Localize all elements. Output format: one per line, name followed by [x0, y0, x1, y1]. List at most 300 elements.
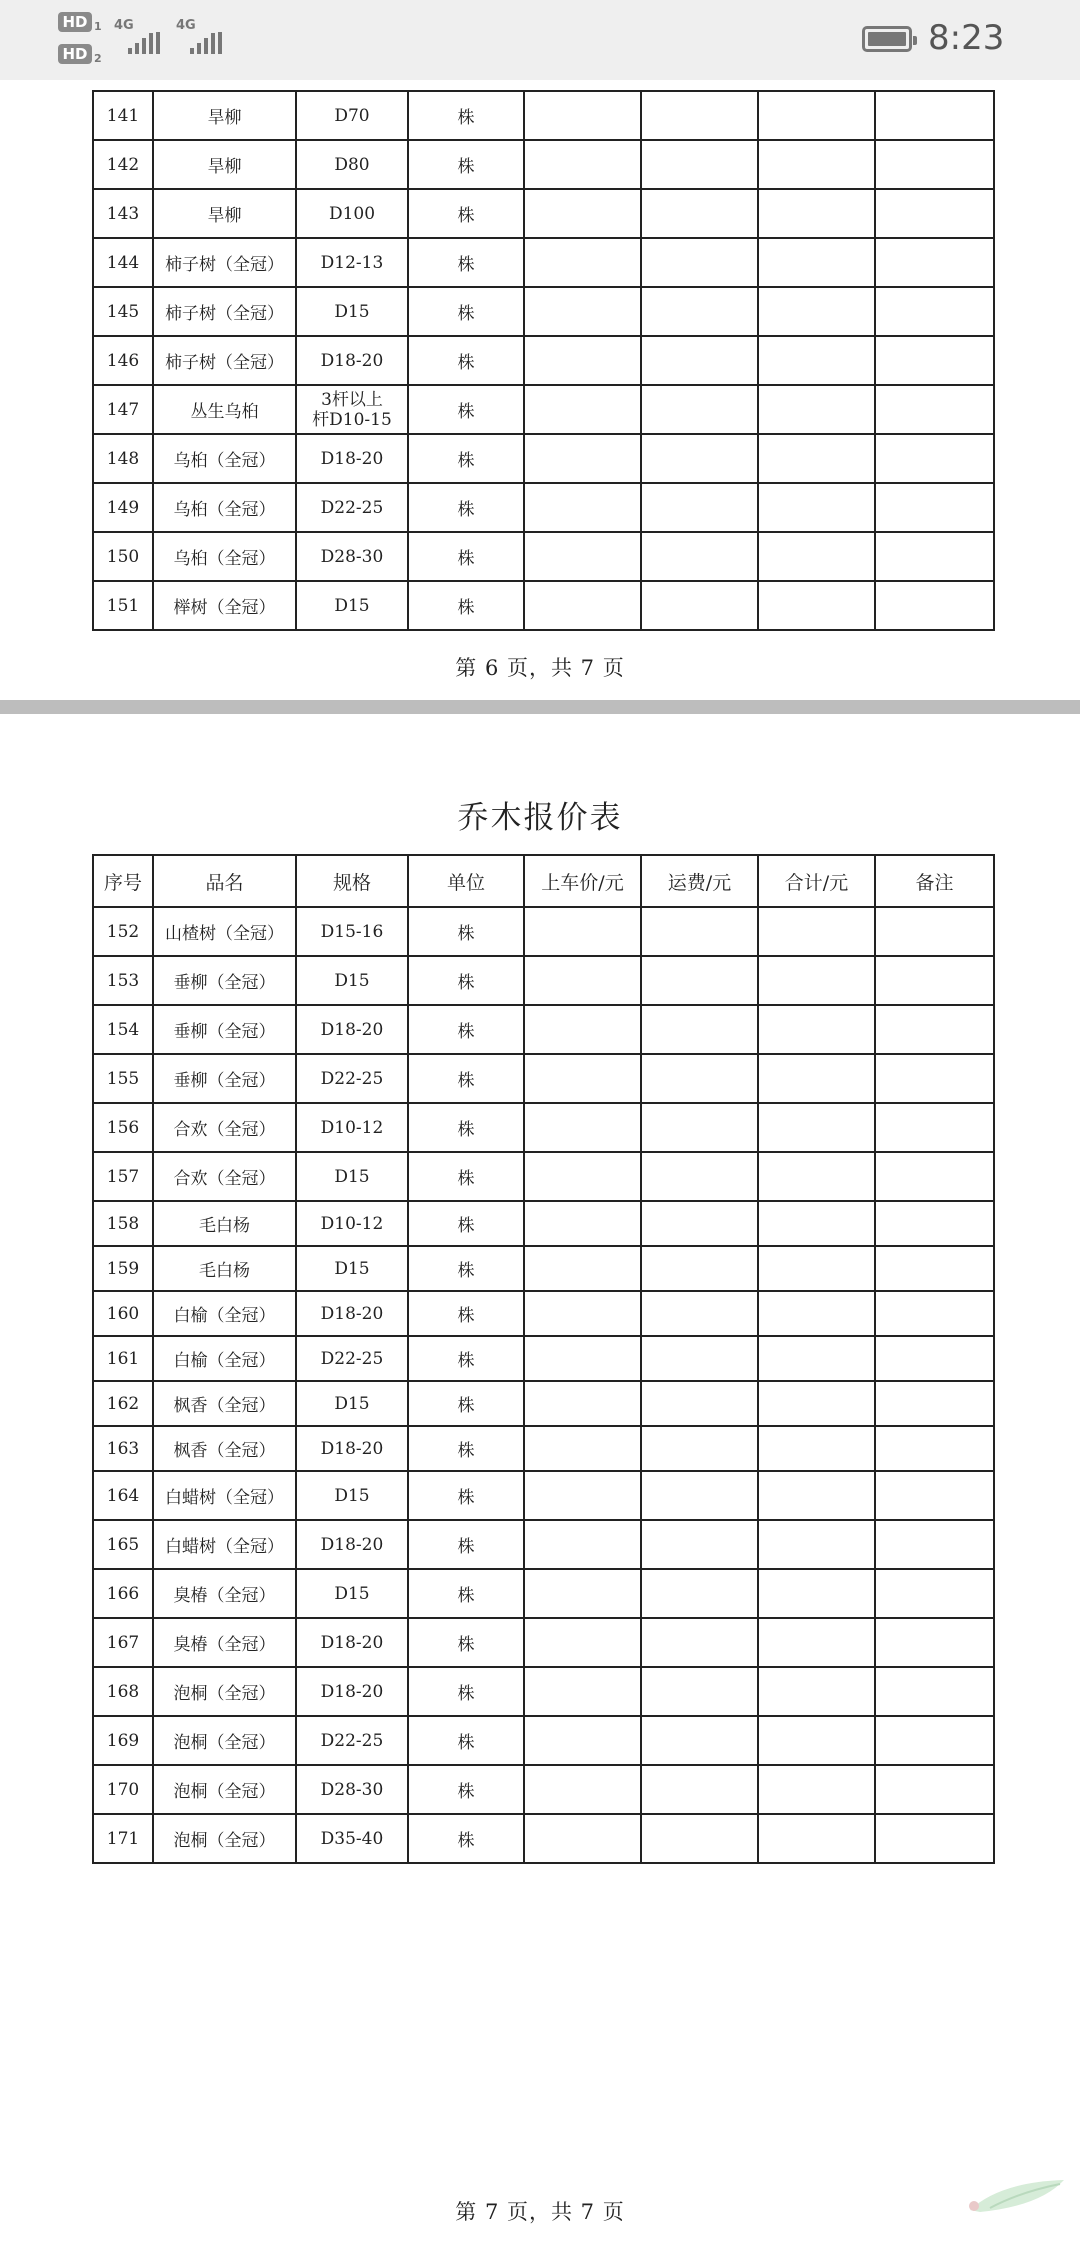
table-row [93, 956, 994, 1005]
cell-freight [641, 434, 758, 483]
cell-spec: D18-20 [296, 1005, 408, 1054]
cell-name: 毛白杨 [153, 1201, 296, 1246]
cell-no: 154 [93, 1005, 153, 1054]
cell-unit: 株 [408, 1152, 524, 1201]
cell-total [758, 1569, 875, 1618]
header-total: 合计/元 [758, 855, 875, 907]
cell-no: 169 [93, 1716, 153, 1765]
cell-unit: 株 [408, 336, 524, 385]
cell-unit: 株 [408, 907, 524, 956]
cell-price [524, 1618, 641, 1667]
cell-name: 乌桕（全冠） [153, 483, 296, 532]
cell-price [524, 1569, 641, 1618]
page6-price-table [92, 90, 995, 631]
table-row [93, 1005, 994, 1054]
cell-no: 142 [93, 140, 153, 189]
cell-freight [641, 907, 758, 956]
cell-unit: 株 [408, 434, 524, 483]
cell-spec: D18-20 [296, 1520, 408, 1569]
cell-price [524, 1426, 641, 1471]
cell-remark [875, 91, 994, 140]
cell-remark [875, 1005, 994, 1054]
cell-spec: D15 [296, 1569, 408, 1618]
cell-price [524, 238, 641, 287]
cell-name: 合欢（全冠） [153, 1152, 296, 1201]
cell-freight [641, 385, 758, 434]
cell-freight [641, 483, 758, 532]
cell-freight [641, 1471, 758, 1520]
cell-remark [875, 1618, 994, 1667]
cell-freight [641, 238, 758, 287]
cell-name: 臭椿（全冠） [153, 1618, 296, 1667]
table-row [93, 1471, 994, 1520]
cell-name: 泡桐（全冠） [153, 1667, 296, 1716]
cell-total [758, 1765, 875, 1814]
cell-name: 旱柳 [153, 91, 296, 140]
cell-spec: D12-13 [296, 238, 408, 287]
cell-unit: 株 [408, 1520, 524, 1569]
cell-price [524, 1336, 641, 1381]
cell-price [524, 1520, 641, 1569]
cell-name: 白蜡树（全冠） [153, 1471, 296, 1520]
battery-icon [862, 26, 912, 52]
cell-total [758, 532, 875, 581]
cell-freight [641, 1336, 758, 1381]
cell-no: 157 [93, 1152, 153, 1201]
cell-freight [641, 1201, 758, 1246]
page7-footer: 第 7 页，共 7 页 [455, 2200, 625, 2224]
table-row [93, 1520, 994, 1569]
cell-remark [875, 483, 994, 532]
page-divider [0, 700, 1080, 714]
cell-unit: 株 [408, 956, 524, 1005]
table-row [93, 1152, 994, 1201]
cell-unit: 株 [408, 1103, 524, 1152]
cell-no: 162 [93, 1381, 153, 1426]
cell-freight [641, 1152, 758, 1201]
cell-no: 148 [93, 434, 153, 483]
network-2-label: 4G [176, 18, 196, 33]
cell-name: 柿子树（全冠） [153, 287, 296, 336]
table-row [93, 1716, 994, 1765]
cell-no: 143 [93, 189, 153, 238]
cell-price [524, 1667, 641, 1716]
status-bar [0, 0, 1080, 80]
cell-remark [875, 1291, 994, 1336]
cell-total [758, 1618, 875, 1667]
cell-freight [641, 1103, 758, 1152]
cell-total [758, 1814, 875, 1863]
cell-name: 乌桕（全冠） [153, 434, 296, 483]
cell-no: 146 [93, 336, 153, 385]
cell-total [758, 1152, 875, 1201]
cell-total [758, 956, 875, 1005]
cell-spec: D18-20 [296, 336, 408, 385]
cell-total [758, 140, 875, 189]
cell-total [758, 1381, 875, 1426]
cell-name: 枫香（全冠） [153, 1381, 296, 1426]
cell-unit: 株 [408, 1765, 524, 1814]
cell-no: 164 [93, 1471, 153, 1520]
cell-no: 167 [93, 1618, 153, 1667]
cell-remark [875, 1520, 994, 1569]
cell-total [758, 1291, 875, 1336]
sim1-index: 1 [94, 20, 102, 33]
cell-no: 168 [93, 1667, 153, 1716]
cell-name: 泡桐（全冠） [153, 1765, 296, 1814]
cell-name: 垂柳（全冠） [153, 956, 296, 1005]
table-row [93, 1381, 994, 1426]
cell-freight [641, 140, 758, 189]
cell-unit: 株 [408, 238, 524, 287]
table-row [93, 189, 994, 238]
cell-unit: 株 [408, 287, 524, 336]
cell-freight [641, 1246, 758, 1291]
cell-name: 柿子树（全冠） [153, 238, 296, 287]
cell-spec: D18-20 [296, 434, 408, 483]
network-1 [114, 18, 168, 58]
cell-remark [875, 1569, 994, 1618]
table-row [93, 1103, 994, 1152]
cell-unit: 株 [408, 1054, 524, 1103]
cell-total [758, 1246, 875, 1291]
cell-total [758, 1201, 875, 1246]
table-header-row [93, 855, 994, 907]
cell-remark [875, 1201, 994, 1246]
cell-total [758, 287, 875, 336]
cell-total [758, 1716, 875, 1765]
cell-total [758, 336, 875, 385]
cell-unit: 株 [408, 581, 524, 630]
cell-spec: D22-25 [296, 1716, 408, 1765]
network-1-label: 4G [114, 18, 134, 33]
cell-total [758, 483, 875, 532]
cell-freight [641, 1520, 758, 1569]
cell-unit: 株 [408, 1667, 524, 1716]
cell-no: 156 [93, 1103, 153, 1152]
cell-freight [641, 1381, 758, 1426]
cell-remark [875, 1716, 994, 1765]
cell-remark [875, 1426, 994, 1471]
cell-spec: D15 [296, 1381, 408, 1426]
cell-total [758, 1054, 875, 1103]
cell-total [758, 907, 875, 956]
cell-remark [875, 1054, 994, 1103]
cell-total [758, 1667, 875, 1716]
clock: 8:23 [928, 18, 1005, 58]
table-row [93, 1426, 994, 1471]
cell-remark [875, 1765, 994, 1814]
cell-remark [875, 1814, 994, 1863]
cell-price [524, 434, 641, 483]
network-2 [176, 18, 230, 58]
cell-name: 山楂树（全冠） [153, 907, 296, 956]
cell-no: 151 [93, 581, 153, 630]
cell-name: 合欢（全冠） [153, 1103, 296, 1152]
cell-spec: D100 [296, 189, 408, 238]
cell-no: 149 [93, 483, 153, 532]
cell-price [524, 1471, 641, 1520]
cell-remark [875, 956, 994, 1005]
table-row [93, 1814, 994, 1863]
cell-freight [641, 1569, 758, 1618]
header-price: 上车价/元 [524, 855, 641, 907]
cell-name: 白榆（全冠） [153, 1291, 296, 1336]
cell-remark [875, 1152, 994, 1201]
cell-name: 泡桐（全冠） [153, 1814, 296, 1863]
cell-name: 垂柳（全冠） [153, 1054, 296, 1103]
cell-price [524, 140, 641, 189]
cell-unit: 株 [408, 483, 524, 532]
cell-price [524, 1152, 641, 1201]
cell-remark [875, 189, 994, 238]
cell-spec: D15 [296, 1471, 408, 1520]
cell-total [758, 1005, 875, 1054]
cell-spec: D18-20 [296, 1291, 408, 1336]
cell-total [758, 1103, 875, 1152]
cell-price [524, 483, 641, 532]
cell-no: 159 [93, 1246, 153, 1291]
cell-remark [875, 1667, 994, 1716]
cell-freight [641, 336, 758, 385]
cell-freight [641, 1426, 758, 1471]
cell-name: 旱柳 [153, 189, 296, 238]
cell-name: 乌桕（全冠） [153, 532, 296, 581]
cell-unit: 株 [408, 1814, 524, 1863]
table-row [93, 1618, 994, 1667]
table-row [93, 434, 994, 483]
cell-price [524, 1103, 641, 1152]
cell-remark [875, 581, 994, 630]
cell-freight [641, 1765, 758, 1814]
cell-spec: D15 [296, 287, 408, 336]
cell-no: 163 [93, 1426, 153, 1471]
cell-remark [875, 434, 994, 483]
cell-total [758, 1471, 875, 1520]
header-no: 序号 [93, 855, 153, 907]
cell-unit: 株 [408, 1336, 524, 1381]
table-row [93, 532, 994, 581]
cell-freight [641, 287, 758, 336]
cell-no: 147 [93, 385, 153, 434]
cell-spec [296, 385, 408, 434]
table-row [93, 140, 994, 189]
signal-bars-1-icon [128, 32, 164, 54]
cell-freight [641, 1291, 758, 1336]
cell-spec: D10-12 [296, 1103, 408, 1152]
cell-freight [641, 532, 758, 581]
table-row [93, 581, 994, 630]
cell-price [524, 956, 641, 1005]
cell-name: 臭椿（全冠） [153, 1569, 296, 1618]
table-row [93, 1765, 994, 1814]
table-row [93, 1336, 994, 1381]
cell-unit: 株 [408, 1005, 524, 1054]
cell-remark [875, 532, 994, 581]
cell-price [524, 385, 641, 434]
cell-remark [875, 1336, 994, 1381]
cell-remark [875, 238, 994, 287]
cell-spec: D18-20 [296, 1667, 408, 1716]
cell-spec: D15 [296, 1246, 408, 1291]
table-row [93, 91, 994, 140]
sim2-index: 2 [94, 52, 102, 65]
cell-name: 枫香（全冠） [153, 1426, 296, 1471]
header-spec: 规格 [296, 855, 408, 907]
cell-total [758, 1520, 875, 1569]
cell-name: 泡桐（全冠） [153, 1716, 296, 1765]
cell-price [524, 336, 641, 385]
cell-no: 152 [93, 907, 153, 956]
cell-price [524, 287, 641, 336]
cell-unit: 株 [408, 1569, 524, 1618]
hd-badge-sim1: HD [58, 12, 92, 32]
cell-total [758, 1336, 875, 1381]
cell-spec: D15 [296, 956, 408, 1005]
cell-spec: D22-25 [296, 1054, 408, 1103]
cell-spec: D18-20 [296, 1618, 408, 1667]
cell-name: 垂柳（全冠） [153, 1005, 296, 1054]
cell-remark [875, 1381, 994, 1426]
cell-freight [641, 1667, 758, 1716]
cell-spec: D10-12 [296, 1201, 408, 1246]
cell-no: 160 [93, 1291, 153, 1336]
cell-no: 165 [93, 1520, 153, 1569]
cell-spec-line1: 3杆以上 [321, 389, 383, 410]
cell-no: 141 [93, 91, 153, 140]
cell-no: 158 [93, 1201, 153, 1246]
table-row [93, 1667, 994, 1716]
cell-no: 150 [93, 532, 153, 581]
cell-total [758, 1426, 875, 1471]
cell-unit: 株 [408, 1471, 524, 1520]
table-row [93, 287, 994, 336]
cell-unit: 株 [408, 1291, 524, 1336]
cell-price [524, 1246, 641, 1291]
cell-name: 白蜡树（全冠） [153, 1520, 296, 1569]
watermark-logo [960, 2176, 1070, 2238]
cell-spec: D70 [296, 91, 408, 140]
cell-remark [875, 1471, 994, 1520]
cell-no: 155 [93, 1054, 153, 1103]
table-row [93, 1054, 994, 1103]
cell-remark [875, 385, 994, 434]
watermark-leaf-icon [960, 2176, 1070, 2216]
cell-spec: D28-30 [296, 532, 408, 581]
cell-freight [641, 1716, 758, 1765]
table-row [93, 907, 994, 956]
header-name: 品名 [153, 855, 296, 907]
cell-freight [641, 956, 758, 1005]
cell-no: 166 [93, 1569, 153, 1618]
cell-unit: 株 [408, 385, 524, 434]
cell-unit: 株 [408, 1381, 524, 1426]
cell-unit: 株 [408, 1201, 524, 1246]
cell-total [758, 189, 875, 238]
cell-price [524, 1291, 641, 1336]
cell-remark [875, 1246, 994, 1291]
cell-price [524, 581, 641, 630]
page6-footer: 第 6 页，共 7 页 [455, 656, 625, 680]
cell-price [524, 1716, 641, 1765]
cell-no: 161 [93, 1336, 153, 1381]
cell-name: 柿子树（全冠） [153, 336, 296, 385]
table-row [93, 336, 994, 385]
hd-badge-sim2: HD [58, 44, 92, 64]
cell-spec: D15 [296, 581, 408, 630]
table-row [93, 385, 994, 434]
cell-remark [875, 140, 994, 189]
cell-spec: D35-40 [296, 1814, 408, 1863]
cell-total [758, 238, 875, 287]
table-row [93, 1291, 994, 1336]
table-row [93, 1569, 994, 1618]
header-unit: 单位 [408, 855, 524, 907]
status-right [862, 12, 1022, 68]
cell-spec-line2: 杆D10-15 [312, 409, 392, 430]
table-row [93, 483, 994, 532]
cell-price [524, 907, 641, 956]
cell-freight [641, 1814, 758, 1863]
cell-spec: D15 [296, 1152, 408, 1201]
cell-spec: D22-25 [296, 1336, 408, 1381]
table-row [93, 238, 994, 287]
cell-price [524, 189, 641, 238]
cell-price [524, 1381, 641, 1426]
cell-price [524, 1054, 641, 1103]
cell-unit: 株 [408, 532, 524, 581]
cell-freight [641, 581, 758, 630]
cell-spec: D18-20 [296, 1426, 408, 1471]
cell-name: 榉树（全冠） [153, 581, 296, 630]
cell-price [524, 1765, 641, 1814]
page-title: 乔木报价表 [457, 800, 623, 836]
cell-spec: D15-16 [296, 907, 408, 956]
cell-freight [641, 1618, 758, 1667]
cell-unit: 株 [408, 1618, 524, 1667]
cell-freight [641, 1054, 758, 1103]
cell-total [758, 434, 875, 483]
cell-price [524, 1814, 641, 1863]
cell-freight [641, 189, 758, 238]
signal-bars-2-icon [190, 32, 226, 54]
cell-spec: D28-30 [296, 1765, 408, 1814]
cell-name: 毛白杨 [153, 1246, 296, 1291]
cell-no: 171 [93, 1814, 153, 1863]
header-freight: 运费/元 [641, 855, 758, 907]
cell-name: 白榆（全冠） [153, 1336, 296, 1381]
cell-freight [641, 1005, 758, 1054]
cell-remark [875, 287, 994, 336]
cell-name: 旱柳 [153, 140, 296, 189]
cell-total [758, 385, 875, 434]
cell-freight [641, 91, 758, 140]
cell-unit: 株 [408, 189, 524, 238]
cell-unit: 株 [408, 91, 524, 140]
page7-price-table [92, 854, 995, 1864]
signal-area [58, 10, 238, 72]
cell-unit: 株 [408, 140, 524, 189]
cell-price [524, 1005, 641, 1054]
cell-no: 153 [93, 956, 153, 1005]
cell-no: 145 [93, 287, 153, 336]
cell-remark [875, 336, 994, 385]
cell-unit: 株 [408, 1426, 524, 1471]
cell-total [758, 91, 875, 140]
cell-remark [875, 1103, 994, 1152]
table-row [93, 1246, 994, 1291]
cell-price [524, 532, 641, 581]
